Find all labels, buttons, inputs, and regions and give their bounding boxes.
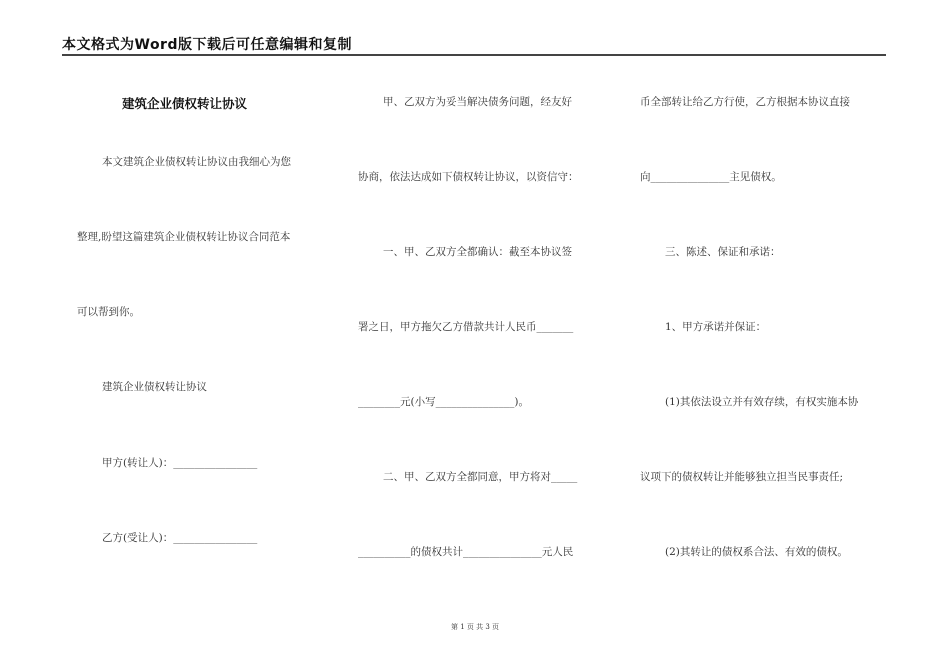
agreement-heading: 建筑企业债权转让协议: [102, 381, 207, 393]
paragraph-line: (2)其转让的债权系合法、有效的债权。: [665, 546, 848, 558]
party-a-line: 甲方(转让人)：________________: [102, 457, 258, 469]
paragraph-line: __________的债权共计_______________元人民: [358, 546, 574, 558]
clause-three-line: 三、陈述、保证和承诺：: [665, 246, 781, 258]
page-header: [62, 34, 886, 56]
paragraph-line: 协商，依法达成如下债权转让协议，以资信守：: [358, 171, 579, 183]
paragraph-line: 议项下的债权转让并能够独立担当民事责任;: [640, 471, 844, 483]
paragraph-line: (1)其依法设立并有效存续，有权实施本协: [665, 396, 859, 408]
clause-two-line: 二、甲、乙双方全都同意，甲方将对_____: [383, 471, 578, 483]
paragraph-line: 向_______________主见债权。: [640, 171, 782, 183]
paragraph-line: 署之日，甲方拖欠乙方借款共计人民币_______: [358, 321, 574, 333]
paragraph-line: 整理,盼望这篇建筑企业债权转让协议合同范本: [77, 231, 291, 243]
paragraph-line: 币全部转让给乙方行使，乙方根据本协议直接: [640, 96, 850, 108]
header-text: 本文格式为Word版下载后可任意编辑和复制: [62, 37, 352, 53]
paragraph-line: 本文建筑企业债权转让协议由我细心为您: [102, 156, 291, 168]
clause-one-line: 一、甲、乙双方全都确认：截至本协议签: [383, 246, 572, 258]
party-b-line: 乙方(受让人)：________________: [102, 532, 258, 544]
page-footer: 第 1 页 共 3 页: [450, 623, 500, 631]
paragraph-line: 甲、乙双方为妥当解决债务问题，经友好: [383, 96, 572, 108]
document-title: 建筑企业债权转让协议: [122, 96, 248, 111]
paragraph-line: 可以帮到你。: [77, 306, 140, 318]
paragraph-line: 1、甲方承诺并保证：: [665, 321, 767, 333]
paragraph-line: ________元(小写_______________)。: [358, 396, 529, 408]
